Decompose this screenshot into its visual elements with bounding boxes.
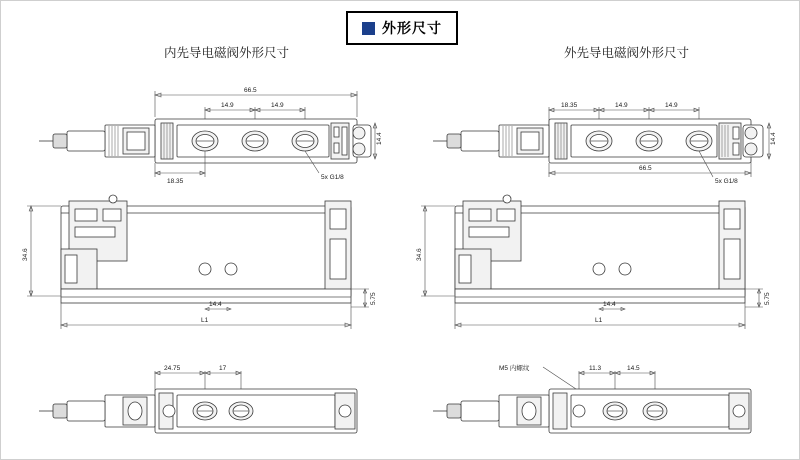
dim-14-4-front-r: 14.4 bbox=[603, 301, 616, 308]
dim-17: 17 bbox=[219, 365, 227, 372]
dim-14-9-a: 14.9 bbox=[221, 102, 234, 109]
dim-14-9-b: 14.9 bbox=[271, 102, 284, 109]
note-m5-thread: M5 内螺纹 bbox=[499, 365, 530, 372]
drawing-external-pilot bbox=[403, 73, 795, 451]
dim-11-3: 11.3 bbox=[589, 365, 602, 372]
drawing-internal-pilot bbox=[9, 73, 401, 451]
dim-18-35-r: 18.35 bbox=[561, 102, 578, 109]
badge-label: 外形尺寸 bbox=[382, 20, 442, 36]
dim-L1-r: L1 bbox=[595, 317, 603, 324]
dim-66-5-r: 66.5 bbox=[639, 165, 652, 172]
dim-5-75-r: 5.75 bbox=[764, 292, 771, 305]
dim-66-5: 66.5 bbox=[244, 87, 257, 94]
bottom-view-right bbox=[433, 363, 751, 433]
dim-14-4-top-r: 14.4 bbox=[770, 132, 777, 145]
section-title-badge bbox=[346, 11, 458, 45]
dim-14-9-a-r: 14.9 bbox=[615, 102, 628, 109]
front-view-right bbox=[416, 195, 771, 329]
top-view-right bbox=[433, 102, 777, 185]
note-port-thread: 5x G1/8 bbox=[321, 174, 344, 181]
dim-14-4-front: 14.4 bbox=[209, 301, 222, 308]
dim-14-5: 14.5 bbox=[627, 365, 640, 372]
dim-5-75: 5.75 bbox=[370, 292, 377, 305]
bottom-view-left bbox=[39, 365, 357, 433]
dim-14-9-b-r: 14.9 bbox=[665, 102, 678, 109]
front-view-left bbox=[22, 195, 377, 329]
dim-18-35: 18.35 bbox=[167, 178, 184, 185]
top-view-left bbox=[39, 87, 383, 185]
square-icon bbox=[362, 22, 375, 35]
dim-14-4-top: 14.4 bbox=[376, 132, 383, 145]
dim-24-75: 24.75 bbox=[164, 365, 181, 372]
dim-L1: L1 bbox=[201, 317, 209, 324]
caption-internal-pilot: 内先导电磁阀外形尺寸 bbox=[164, 46, 290, 60]
dim-34-6: 34.6 bbox=[22, 248, 29, 261]
caption-external-pilot: 外先导电磁阀外形尺寸 bbox=[564, 46, 690, 60]
note-port-thread-r: 5x G1/8 bbox=[715, 178, 738, 185]
dim-34-6-r: 34.6 bbox=[416, 248, 423, 261]
